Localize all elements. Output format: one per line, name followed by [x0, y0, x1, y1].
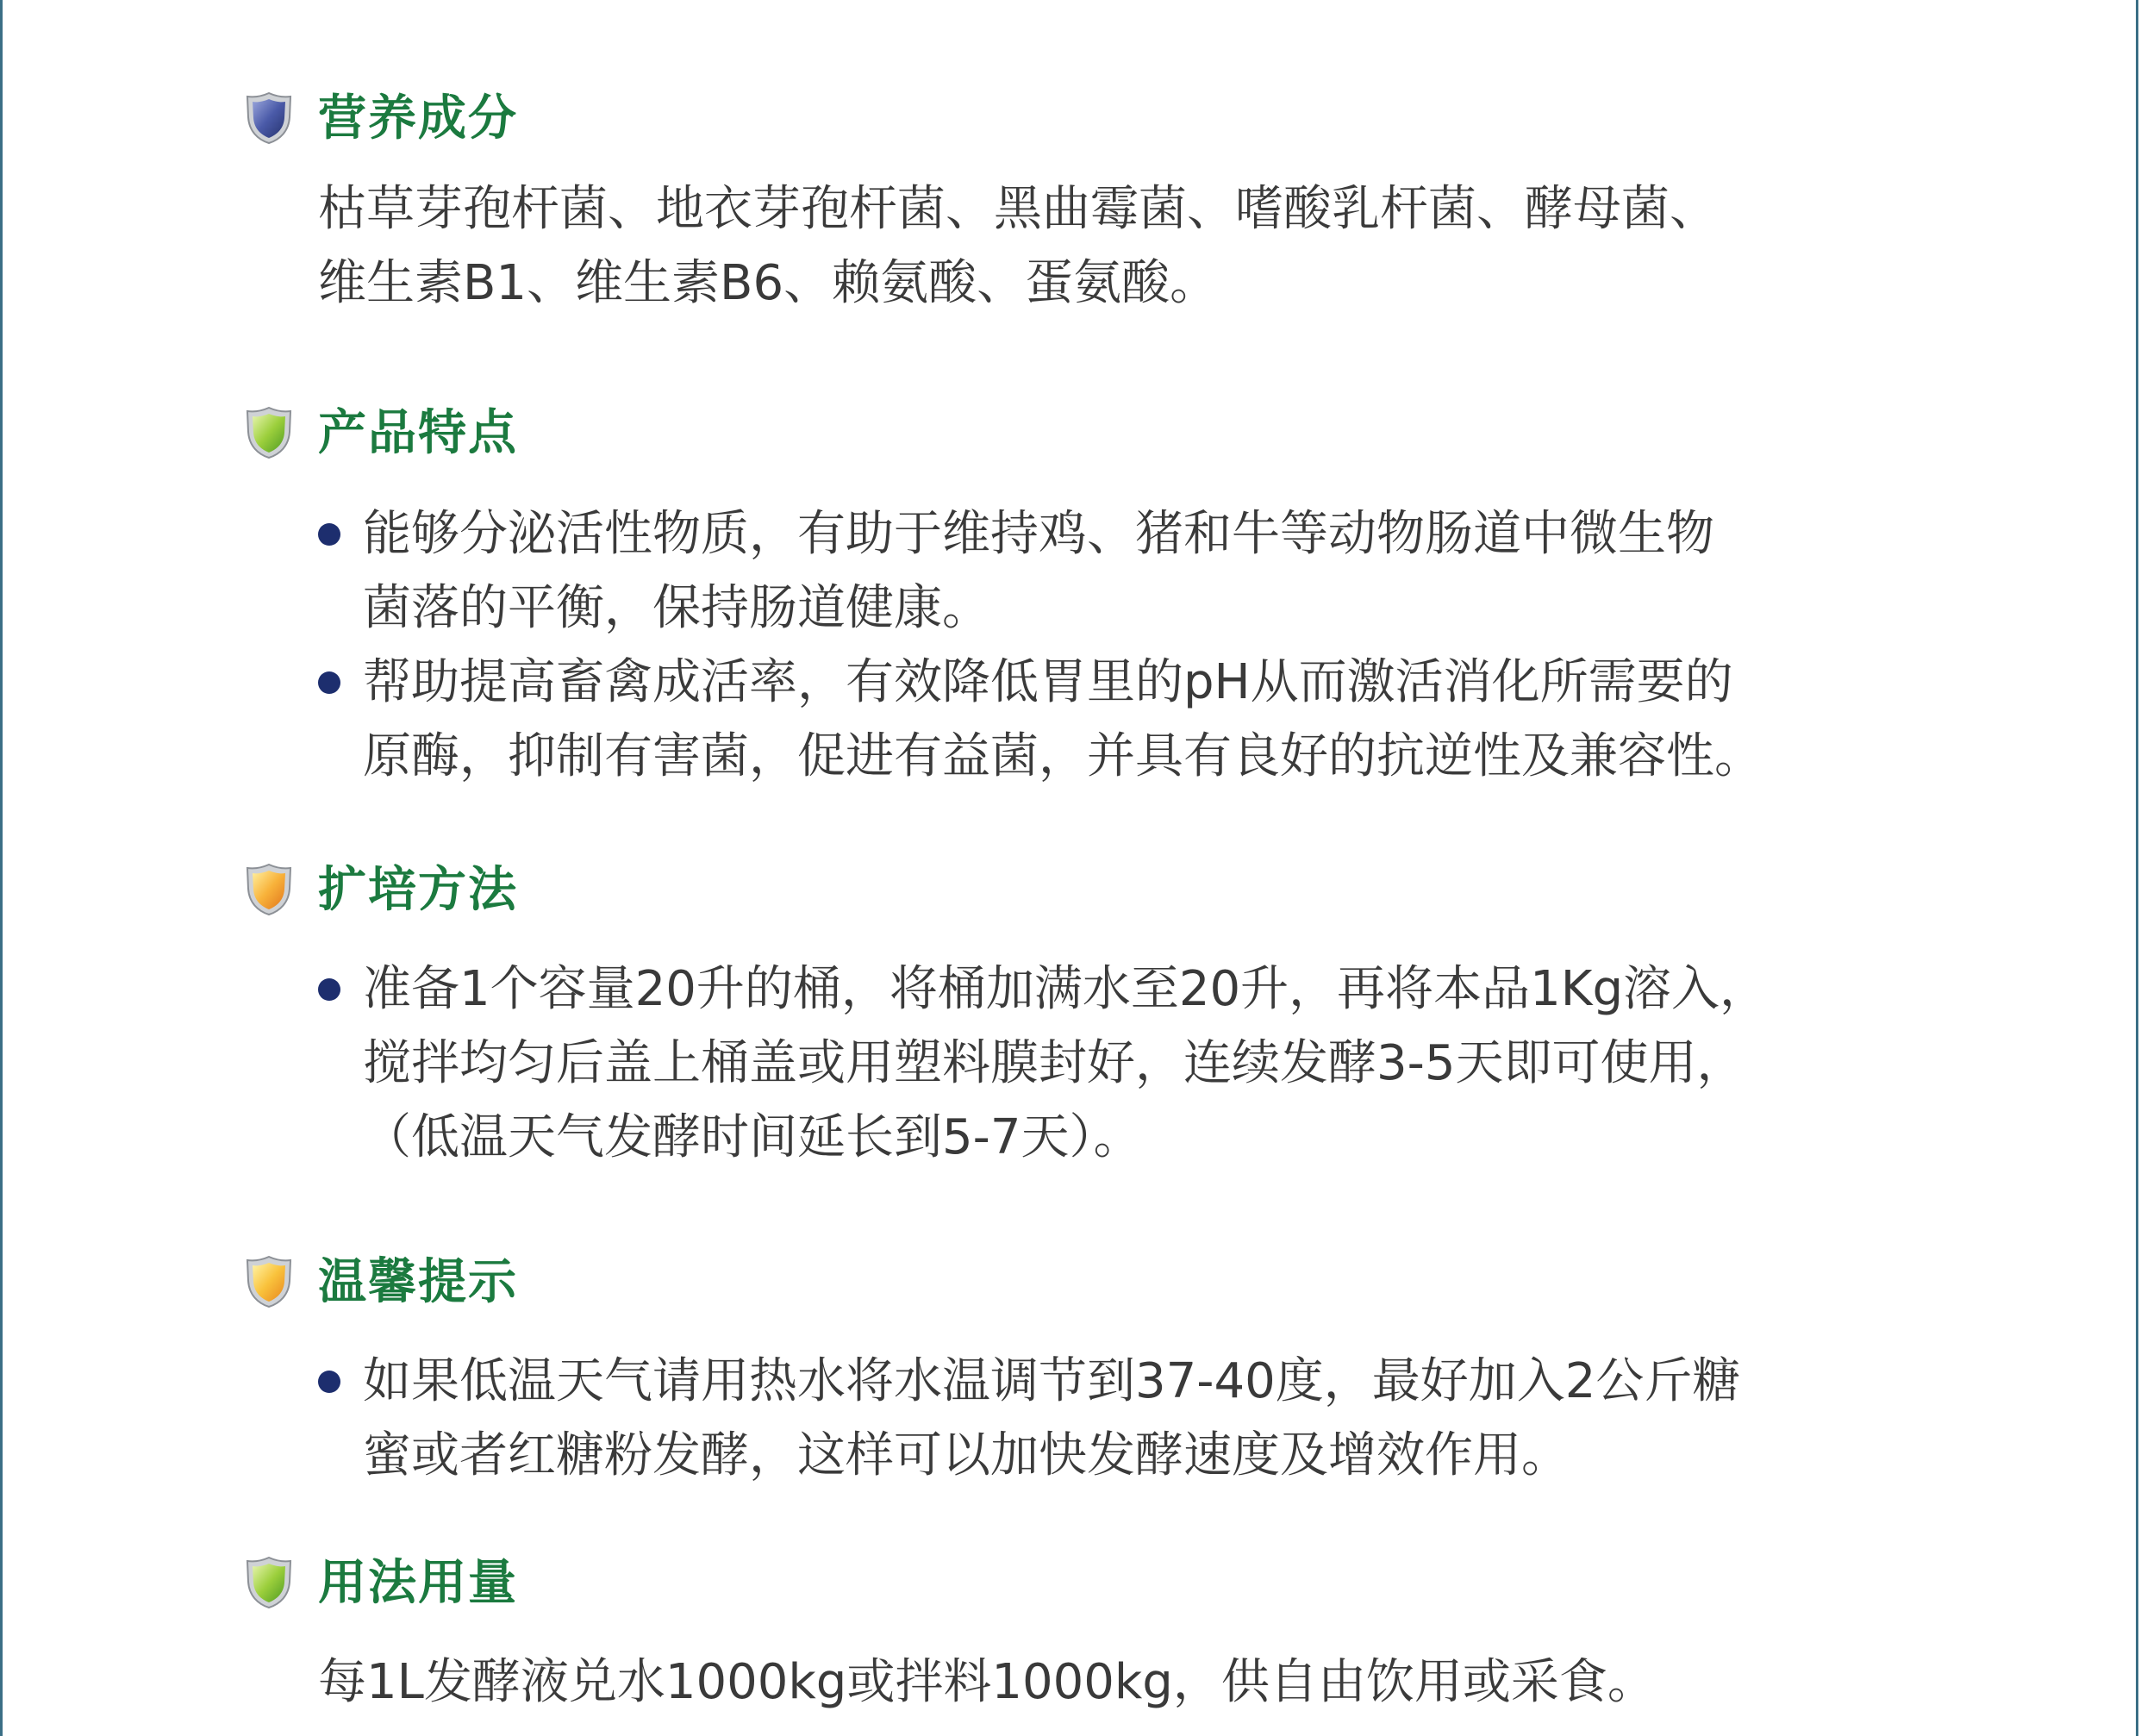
- list-item: [318, 646, 1935, 794]
- list-item: [318, 952, 1935, 1175]
- shield-green-icon: [246, 406, 292, 459]
- shield-blue-icon: [246, 91, 292, 145]
- text-line: 每1L发酵液兑水1000kg或拌料1000kg，供自由饮用或采食。: [318, 1654, 1656, 1710]
- text-line: 维生素B1、维生素B6、赖氨酸、蛋氨酸。: [318, 255, 1219, 311]
- section-title: 温馨提示: [318, 1254, 518, 1310]
- section-header: [246, 399, 1935, 468]
- text-line: 能够分泌活性物质，有助于维持鸡、猪和牛等动物肠道中微生物: [363, 506, 1714, 562]
- shield-yellow-icon: [246, 1255, 292, 1308]
- section-title: 用法用量: [318, 1555, 518, 1611]
- section-culture-method: [246, 856, 1935, 1175]
- bullet-dot: [318, 523, 340, 546]
- shield-orange-icon: [246, 863, 292, 916]
- section-tips: [246, 1248, 1935, 1493]
- section-header: [246, 1248, 1935, 1317]
- section-header: [246, 1549, 1935, 1618]
- text-line: 菌落的平衡，保持肠道健康。: [363, 580, 990, 636]
- text-line: 枯草芽孢杆菌、地衣芽孢杆菌、黑曲霉菌、嗜酸乳杆菌、酵母菌、: [318, 181, 1718, 237]
- section-header: [246, 856, 1935, 925]
- section-header: [246, 84, 1935, 153]
- dosage-text: [318, 1645, 1935, 1720]
- text-line: （低温天气发酵时间延长到5-7天）。: [363, 1109, 1142, 1165]
- section-features: [246, 399, 1935, 794]
- bullet-dot: [318, 671, 340, 694]
- list-item: [318, 497, 1935, 646]
- bullet-dot: [318, 978, 340, 1001]
- nutrition-text: [318, 172, 1935, 321]
- section-title: 扩培方法: [318, 862, 518, 918]
- section-dosage: [246, 1549, 1935, 1720]
- section-title: 产品特点: [318, 405, 518, 461]
- shield-green-icon: [246, 1556, 292, 1609]
- text-line: 如果低温天气请用热水将水温调节到37-40度，最好加入2公斤糖: [363, 1353, 1741, 1409]
- text-line: 准备1个容量20升的桶，将桶加满水至20升，再将本品1Kg溶入，: [363, 961, 1769, 1017]
- section-nutrition: [246, 84, 1935, 321]
- text-line: 原酶，抑制有害菌，促进有益菌，并具有良好的抗逆性及兼容性。: [363, 728, 1763, 784]
- text-line: 蜜或者红糖粉发酵，这样可以加快发酵速度及增效作用。: [363, 1427, 1570, 1483]
- section-title: 营养成分: [318, 91, 518, 147]
- text-line: 帮助提高畜禽成活率，有效降低胃里的pH从而激活消化所需要的: [363, 654, 1733, 710]
- text-line: 搅拌均匀后盖上桶盖或用塑料膜封好，连续发酵3-5天即可使用，: [363, 1035, 1745, 1091]
- bullet-dot: [318, 1371, 340, 1393]
- list-item: [318, 1345, 1935, 1493]
